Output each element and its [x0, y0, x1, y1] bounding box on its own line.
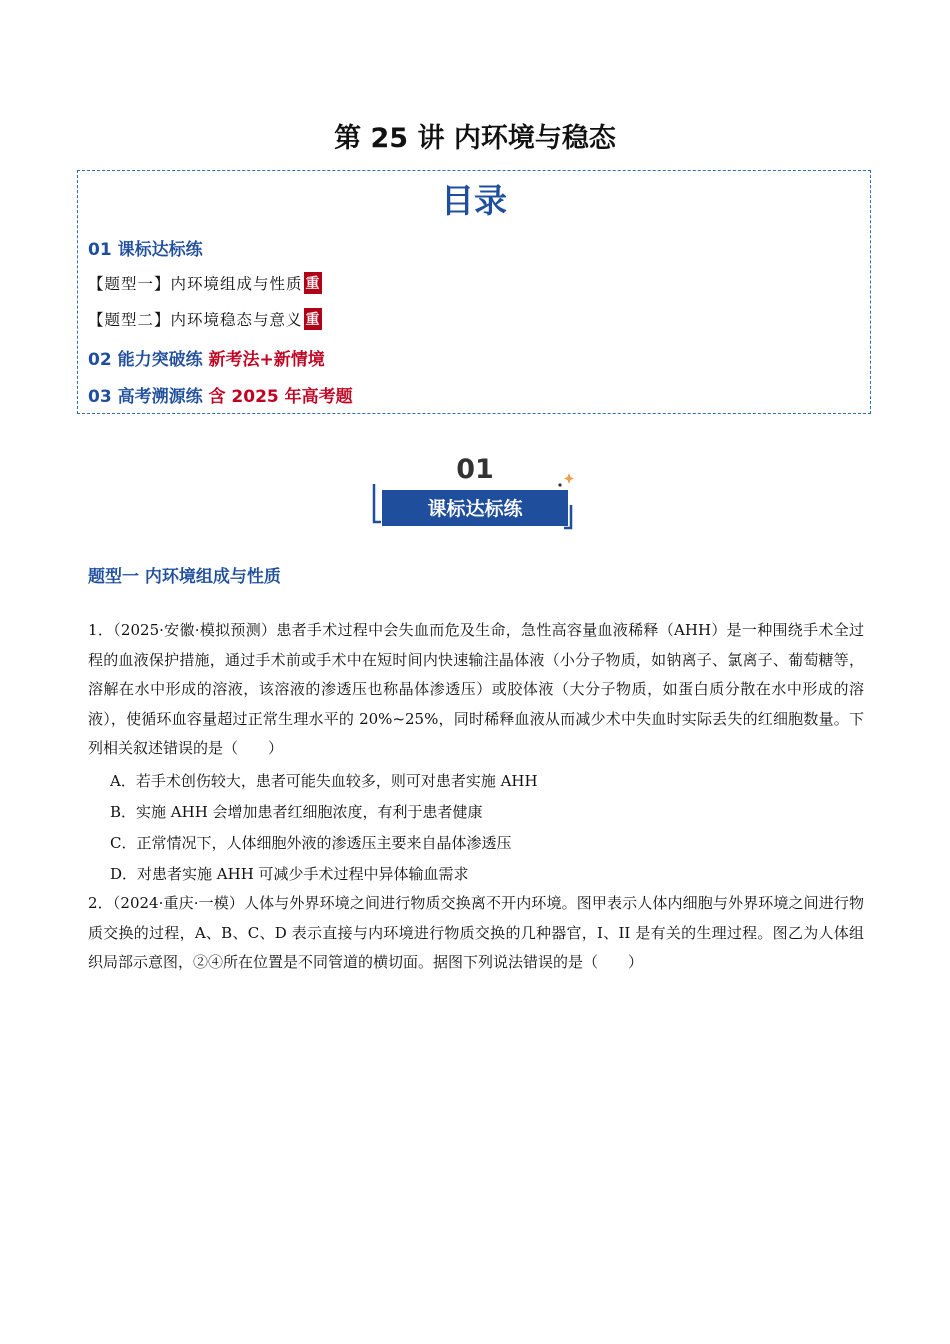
question-2-stem: 2．（2024·重庆·一模）人体与外界环境之间进行物质交换离不开内环境。图甲表示人体内细胞与外界环境之间进行物质交换的过程，A、B、C、D 表示直接与内环境进行物质交换的几种器官，I、II 是有关的生理过程。图乙为人体组织局部示意图，②④所在位置是不同管道的横切面。据图下列说法错误的是（ ）: [88, 894, 864, 971]
toc-subtype1-label: 【题型一】内环境组成与性质: [88, 275, 303, 293]
badge-bracket-left: [374, 484, 381, 522]
toc-item-subtype2[interactable]: [88, 308, 322, 330]
badge-label: 课标达标练: [427, 498, 523, 520]
key-point-tag: 重: [304, 272, 322, 294]
toc-section2-note: 新考法+新情境: [208, 350, 325, 370]
toc-subtype2-label: 【题型二】内环境稳态与意义: [88, 311, 303, 329]
dot-icon: [558, 483, 561, 486]
toc-section3-label: 03 高考溯源练: [88, 387, 203, 407]
page-title: 第 25 讲 内环境与稳态: [334, 123, 616, 154]
toc-section2-label: 02 能力突破练: [88, 350, 203, 370]
key-point-tag: 重: [304, 308, 322, 330]
toc-section3-note: 含 2025 年高考题: [208, 387, 353, 407]
badge-number: 01: [456, 454, 494, 485]
question-1-option-a: A．若手术创伤较大，患者可能失血较多，则可对患者实施 AHH: [110, 772, 538, 790]
toc-heading: 目录: [441, 181, 507, 220]
table-of-contents: [77, 170, 871, 414]
toc-item-section2[interactable]: [88, 345, 325, 370]
sparkle-icon: [564, 473, 574, 484]
question-1-option-c: C．正常情况下，人体细胞外液的渗透压主要来自晶体渗透压: [110, 834, 512, 852]
section-heading: 题型一 内环境组成与性质: [88, 567, 281, 587]
question-1-option-d: D．对患者实施 AHH 可减少手术过程中异体输血需求: [110, 865, 469, 883]
question-1-stem: 1．（2025·安徽·模拟预测）患者手术过程中会失血而危及生命，急性高容量血液稀释（AHH）是一种围绕手术全过程的血液保护措施，通过手术前或手术中在短时间内快速输注晶体液（小分子物质，如钠离子、氯离子、葡萄糖等，溶解在水中形成的溶液，该溶液的渗透压也称晶体渗透压）或胶体液（大分子物质，如蛋白质分散在水中形成的溶液），使循环血容量超过正常生理水平的 20%~25%，同时稀释血液从而减少术中失血时实际丢失的红细胞数量。下列相关叙述错误的是（ ）: [88, 621, 864, 757]
section-badge: [370, 452, 582, 534]
toc-item-subtype1[interactable]: [88, 272, 322, 294]
question-1-option-b: B．实施 AHH 会增加患者红细胞浓度，有利于患者健康: [110, 803, 483, 821]
toc-item-section3[interactable]: [88, 382, 353, 407]
toc-item-section1[interactable]: 01 课标达标练: [88, 240, 203, 260]
